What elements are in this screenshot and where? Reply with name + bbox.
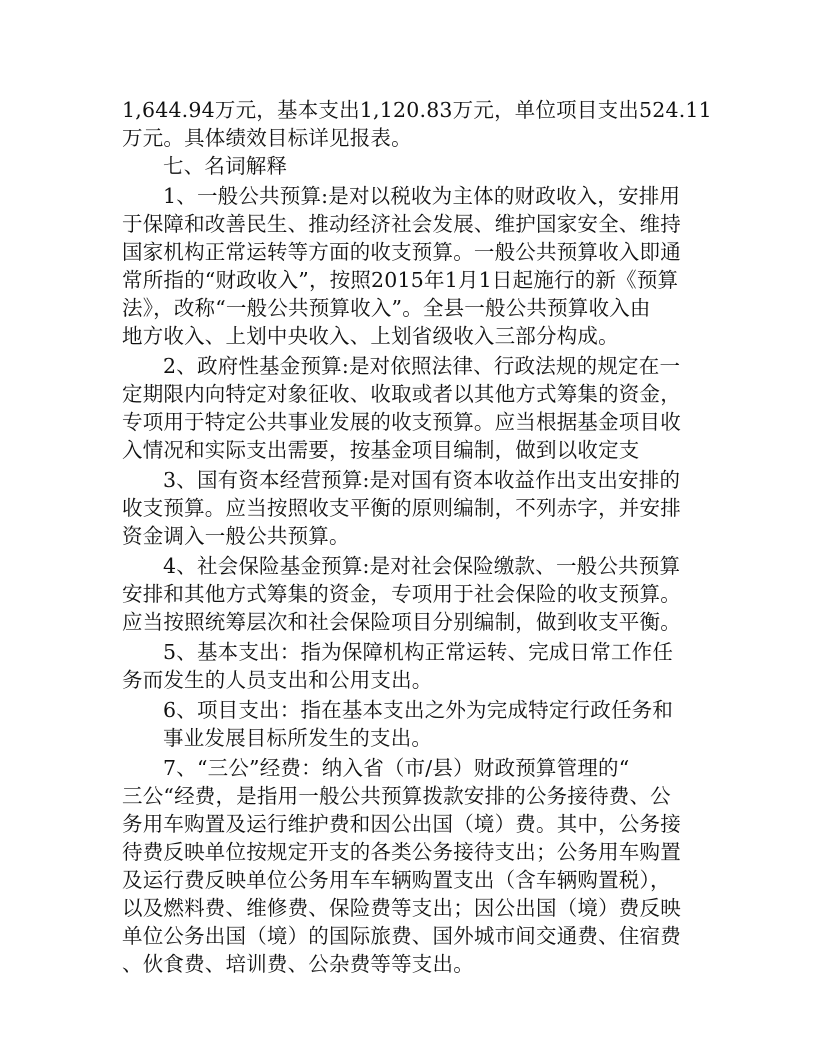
text-line: 国家机构正常运转等方面的收支预算。一般公共预算收入即通 <box>122 240 681 264</box>
text-line: 地方收入、上划中央收入、上划省级收入三部分构成。 <box>122 324 619 348</box>
text-line: 2、政府性基金预算:是对依照法律、行政法规的规定在一 <box>163 354 681 378</box>
text-line: 于保障和改善民生、推动经济社会发展、维护国家安全、维持 <box>122 212 681 236</box>
text-line: 资金调入一般公共预算。 <box>122 524 350 548</box>
text-line: 单位公务出国（境）的国际旅费、国外城市间交通费、住宿费 <box>122 924 681 948</box>
text-line: 以及燃料费、维修费、保险费等支出；因公出国（境）费反映 <box>122 896 681 920</box>
text-line: 6、项目支出：指在基本支出之外为完成特定行政任务和 <box>163 698 674 722</box>
text-line: 入情况和实际支出需要，按基金项目编制，做到以收定支 <box>122 438 640 462</box>
text-line: 万元。具体绩效目标详见报表。 <box>122 126 412 150</box>
text-line: 5、基本支出：指为保障机构正常运转、完成日常工作任 <box>163 640 674 664</box>
text-line: 待费反映单位按规定开支的各类公务接待支出；公务用车购置 <box>122 840 681 864</box>
text-line: 4、社会保险基金预算:是对社会保险缴款、一般公共预算 <box>163 554 681 578</box>
text-line: 三公“经费，是指用一般公共预算拨款安排的公务接待费、公 <box>122 784 671 808</box>
text-line: 事业发展目标所发生的支出。 <box>163 726 433 750</box>
text-line: 常所指的“财政收入”，按照2015年1月1日起施行的新《预算 <box>122 268 679 292</box>
text-line: 收支预算。应当按照收支平衡的原则编制，不列赤字，并安排 <box>122 496 681 520</box>
text-line: 务而发生的人员支出和公用支出。 <box>122 668 433 692</box>
section-heading: 七、名词解释 <box>163 154 288 178</box>
text-line: 务用车购置及运行维护费和因公出国（境）费。其中，公务接 <box>122 812 681 836</box>
text-line: 安排和其他方式筹集的资金，专项用于社会保险的收支预算。 <box>122 582 681 606</box>
text-line: 定期限内向特定对象征收、收取或者以其他方式筹集的资金， <box>122 382 681 406</box>
text-line: 1,644.94万元，基本支出1,120.83万元，单位项目支出524.11 <box>122 98 712 122</box>
text-line: 3、国有资本经营预算:是对国有资本收益作出支出安排的 <box>163 468 681 492</box>
text-line: 1、一般公共预算:是对以税收为主体的财政收入，安排用 <box>163 184 681 208</box>
text-line: 应当按照统筹层次和社会保险项目分别编制，做到收支平衡。 <box>122 610 681 634</box>
text-line: 7、“三公”经费：纳入省（市/县）财政预算管理的“ <box>163 756 630 780</box>
text-line: 、伙食费、培训费、公杂费等等支出。 <box>122 952 474 976</box>
text-line: 法》，改称“一般公共预算收入”。全县一般公共预算收入由 <box>122 296 651 320</box>
text-line: 专项用于特定公共事业发展的收支预算。应当根据基金项目收 <box>122 410 681 434</box>
text-line: 及运行费反映单位公务用车车辆购置支出（含车辆购置税）， <box>122 868 671 892</box>
